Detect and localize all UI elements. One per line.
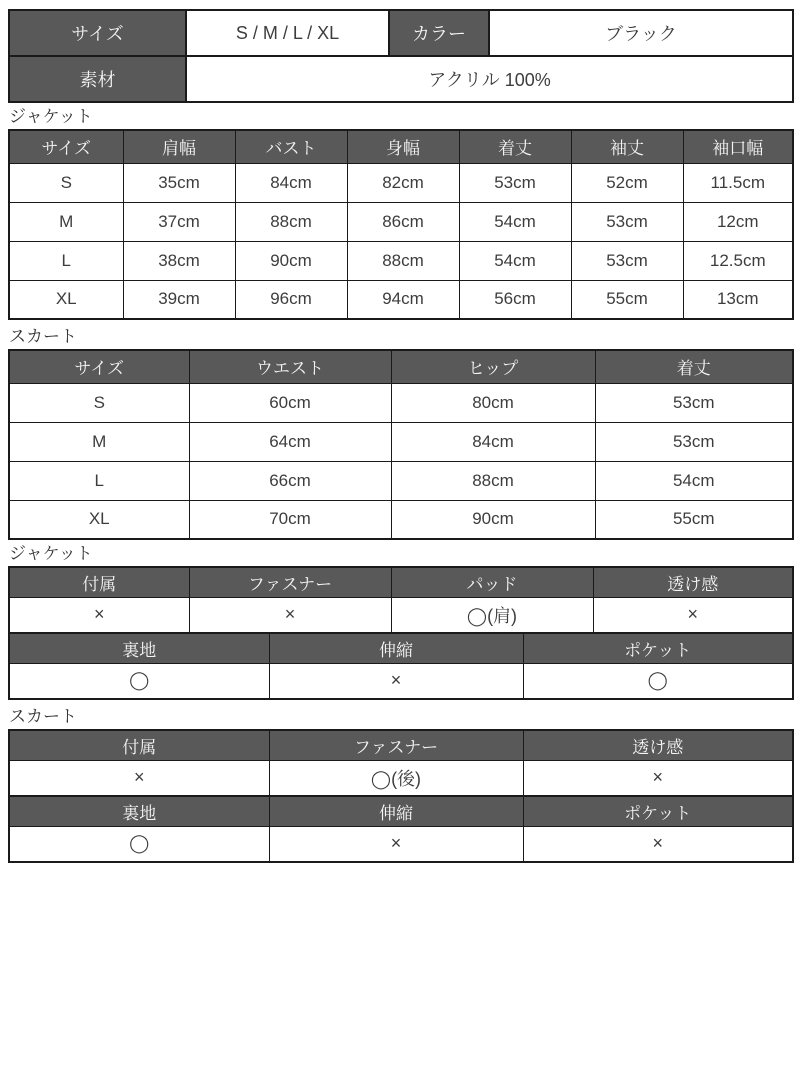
feature-header-row	[9, 730, 793, 760]
measurement-cell: 12.5cm	[683, 241, 793, 280]
size-value-cell: S / M / L / XL	[186, 10, 389, 56]
table-row	[9, 202, 793, 241]
feature-header-cell: ポケット	[523, 796, 793, 826]
feature-value-cell: ×	[9, 597, 189, 633]
measurement-cell: 56cm	[459, 280, 571, 319]
size-cell: S	[9, 383, 189, 422]
feature-value-cell: ×	[269, 826, 523, 862]
measurement-cell: 54cm	[595, 461, 793, 500]
measurement-cell: 90cm	[391, 500, 595, 539]
jacket-header-row	[9, 130, 793, 163]
measurement-cell: 52cm	[571, 163, 683, 202]
measurement-cell: 90cm	[235, 241, 347, 280]
color-value-cell: ブラック	[489, 10, 793, 56]
table-row	[9, 280, 793, 319]
feature-header-cell: ポケット	[523, 633, 793, 663]
measurement-cell: 53cm	[459, 163, 571, 202]
column-header-cell: サイズ	[9, 130, 123, 163]
measurement-cell: 54cm	[459, 241, 571, 280]
measurement-cell: 84cm	[235, 163, 347, 202]
table-row	[9, 163, 793, 202]
feature-value-cell: ◯	[9, 826, 269, 862]
skirt-header-row	[9, 350, 793, 383]
size-cell: M	[9, 202, 123, 241]
measurement-cell: 88cm	[347, 241, 459, 280]
skirt-features-table-top	[8, 729, 794, 797]
skirt-measurements-table	[8, 349, 794, 540]
measurement-cell: 53cm	[595, 383, 793, 422]
feature-value-cell: ×	[189, 597, 391, 633]
feature-header-cell: 伸縮	[269, 796, 523, 826]
column-header-cell: 肩幅	[123, 130, 235, 163]
jacket-features-section-label: ジャケット	[9, 544, 93, 563]
feature-value-cell: ×	[269, 663, 523, 699]
size-cell: L	[9, 241, 123, 280]
column-header-cell: ヒップ	[391, 350, 595, 383]
product-info-table	[8, 9, 794, 103]
size-cell: M	[9, 422, 189, 461]
feature-value-cell: ×	[593, 597, 793, 633]
measurement-cell: 88cm	[391, 461, 595, 500]
table-row	[9, 500, 793, 539]
measurement-cell: 53cm	[595, 422, 793, 461]
jacket-measurements-section-label: ジャケット	[9, 107, 93, 126]
feature-header-row	[9, 633, 793, 663]
measurement-cell: 88cm	[235, 202, 347, 241]
feature-value-cell: ◯(後)	[269, 760, 523, 796]
feature-value-row	[9, 663, 793, 699]
feature-value-cell: ◯	[523, 663, 793, 699]
table-row	[9, 241, 793, 280]
feature-value-row	[9, 826, 793, 862]
column-header-cell: 袖丈	[571, 130, 683, 163]
jacket-features-table-top	[8, 566, 794, 634]
measurement-cell: 66cm	[189, 461, 391, 500]
measurement-cell: 70cm	[189, 500, 391, 539]
measurement-cell: 94cm	[347, 280, 459, 319]
column-header-cell: バスト	[235, 130, 347, 163]
column-header-cell: 着丈	[459, 130, 571, 163]
size-cell: XL	[9, 280, 123, 319]
measurement-cell: 11.5cm	[683, 163, 793, 202]
measurement-cell: 35cm	[123, 163, 235, 202]
measurement-cell: 12cm	[683, 202, 793, 241]
jacket-features-table-bottom	[8, 632, 794, 700]
skirt-features-section-label: スカート	[9, 707, 77, 726]
skirt-features-table-bottom	[8, 795, 794, 863]
table-row	[9, 422, 793, 461]
measurement-cell: 55cm	[571, 280, 683, 319]
feature-header-cell: 裏地	[9, 633, 269, 663]
feature-header-cell: 透け感	[593, 567, 793, 597]
material-label-cell: 素材	[9, 56, 186, 102]
feature-header-cell: ファスナー	[189, 567, 391, 597]
material-value-cell: アクリル 100%	[186, 56, 793, 102]
measurement-cell: 55cm	[595, 500, 793, 539]
column-header-cell: 着丈	[595, 350, 793, 383]
measurement-cell: 53cm	[571, 241, 683, 280]
column-header-cell: ウエスト	[189, 350, 391, 383]
measurement-cell: 37cm	[123, 202, 235, 241]
measurement-cell: 64cm	[189, 422, 391, 461]
feature-header-cell: 付属	[9, 567, 189, 597]
feature-header-cell: 伸縮	[269, 633, 523, 663]
feature-value-cell: ×	[9, 760, 269, 796]
size-cell: XL	[9, 500, 189, 539]
feature-header-row	[9, 796, 793, 826]
size-label-cell: サイズ	[9, 10, 186, 56]
feature-header-cell: ファスナー	[269, 730, 523, 760]
column-header-cell: 袖口幅	[683, 130, 793, 163]
table-row	[9, 461, 793, 500]
measurement-cell: 82cm	[347, 163, 459, 202]
skirt-measurements-section-label: スカート	[9, 327, 77, 346]
measurement-cell: 96cm	[235, 280, 347, 319]
table-row	[9, 383, 793, 422]
feature-value-row	[9, 597, 793, 633]
column-header-cell: サイズ	[9, 350, 189, 383]
measurement-cell: 80cm	[391, 383, 595, 422]
size-cell: L	[9, 461, 189, 500]
feature-header-cell: 透け感	[523, 730, 793, 760]
feature-value-cell: ×	[523, 760, 793, 796]
feature-header-cell: 裏地	[9, 796, 269, 826]
measurement-cell: 38cm	[123, 241, 235, 280]
jacket-measurements-table	[8, 129, 794, 320]
feature-value-cell: ×	[523, 826, 793, 862]
feature-value-cell: ◯(肩)	[391, 597, 593, 633]
measurement-cell: 54cm	[459, 202, 571, 241]
info-row-size-color	[9, 10, 793, 56]
measurement-cell: 60cm	[189, 383, 391, 422]
size-cell: S	[9, 163, 123, 202]
column-header-cell: 身幅	[347, 130, 459, 163]
color-label-cell: カラー	[389, 10, 489, 56]
measurement-cell: 13cm	[683, 280, 793, 319]
feature-header-row	[9, 567, 793, 597]
feature-value-cell: ◯	[9, 663, 269, 699]
measurement-cell: 39cm	[123, 280, 235, 319]
info-row-material	[9, 56, 793, 102]
measurement-cell: 53cm	[571, 202, 683, 241]
measurement-cell: 86cm	[347, 202, 459, 241]
feature-header-cell: 付属	[9, 730, 269, 760]
feature-header-cell: パッド	[391, 567, 593, 597]
feature-value-row	[9, 760, 793, 796]
measurement-cell: 84cm	[391, 422, 595, 461]
